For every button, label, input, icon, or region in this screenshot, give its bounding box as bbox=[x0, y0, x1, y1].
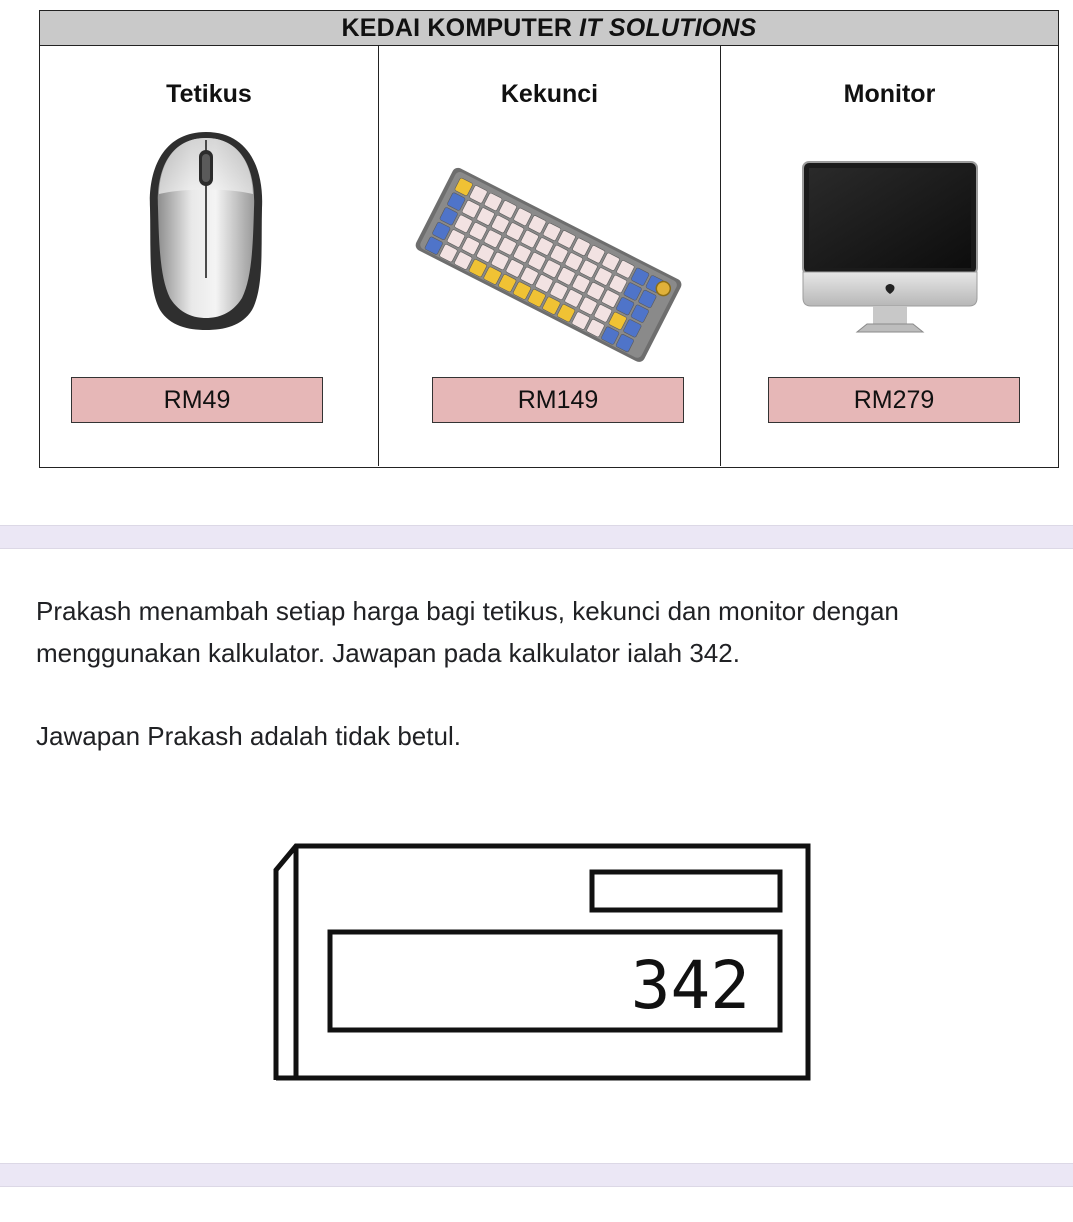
price-label: RM279 bbox=[853, 385, 935, 414]
price-label: RM149 bbox=[517, 385, 599, 414]
shop-title: KEDAI KOMPUTER bbox=[341, 13, 573, 42]
section-separator bbox=[0, 1163, 1073, 1187]
calculator-value: 342 bbox=[630, 947, 750, 1024]
product-cell-keyboard bbox=[379, 46, 721, 466]
section-separator bbox=[0, 525, 1073, 549]
product-name: Tetikus bbox=[166, 80, 252, 108]
price-label: RM49 bbox=[163, 385, 231, 414]
price-box bbox=[432, 377, 684, 423]
shop-title-italic: IT SOLUTIONS bbox=[579, 13, 757, 42]
product-cell-mouse bbox=[40, 46, 379, 466]
product-name: Monitor bbox=[843, 80, 936, 108]
calculator-display-diagram bbox=[272, 840, 814, 1084]
price-box bbox=[71, 377, 323, 423]
product-cell-monitor bbox=[721, 46, 1058, 466]
product-name: Kekunci bbox=[500, 80, 599, 108]
keyboard-icon bbox=[399, 164, 699, 364]
monitor-icon bbox=[801, 160, 979, 336]
shop-header bbox=[40, 11, 1058, 46]
mouse-icon bbox=[144, 128, 268, 330]
question-statement: Jawapan Prakash adalah tidak betul. bbox=[36, 721, 461, 751]
product-row bbox=[40, 46, 1058, 466]
price-box bbox=[768, 377, 1020, 423]
shop-table bbox=[39, 10, 1059, 468]
question-text: Prakash menambah setiap harga bagi tetikus, kekunci dan monitor dengan menggunakan kalkulator. Jawapan pada kalkulator ialah 342. bbox=[36, 596, 899, 668]
